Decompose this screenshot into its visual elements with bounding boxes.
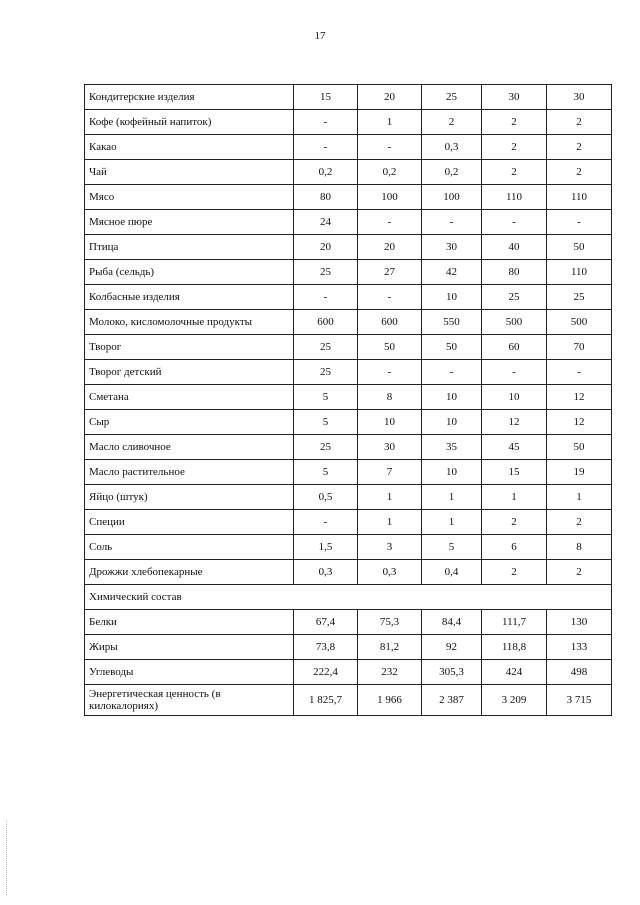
product-row [85, 360, 612, 385]
cell-value: - [422, 210, 482, 235]
cell-value: 0,3 [358, 560, 422, 585]
cell-value: 6 [482, 535, 547, 560]
cell-value: - [358, 285, 422, 310]
cell-value: 20 [358, 235, 422, 260]
cell-value: 1,5 [294, 535, 358, 560]
row-label: Жиры [85, 635, 294, 660]
row-label: Яйцо (штук) [85, 485, 294, 510]
cell-value: 2 387 [422, 685, 482, 716]
cell-value: 133 [547, 635, 612, 660]
cell-value: 30 [422, 235, 482, 260]
cell-value: 0,2 [294, 160, 358, 185]
cell-value: 2 [547, 160, 612, 185]
cell-value: 305,3 [422, 660, 482, 685]
cell-value: 25 [422, 85, 482, 110]
cell-value: 0,2 [422, 160, 482, 185]
cell-value: 70 [547, 335, 612, 360]
cell-value: 50 [547, 235, 612, 260]
cell-value: 2 [482, 160, 547, 185]
product-row [85, 260, 612, 285]
cell-value: 0,3 [294, 560, 358, 585]
row-label: Колбасные изделия [85, 285, 294, 310]
cell-value: - [358, 135, 422, 160]
product-row [85, 235, 612, 260]
row-label: Чай [85, 160, 294, 185]
product-row [85, 485, 612, 510]
row-label: Белки [85, 610, 294, 635]
row-label: Кофе (кофейный напиток) [85, 110, 294, 135]
cell-value: 25 [294, 260, 358, 285]
cell-value: 498 [547, 660, 612, 685]
cell-value: 10 [422, 410, 482, 435]
nutrition-table [84, 84, 612, 716]
row-label: Сметана [85, 385, 294, 410]
cell-value: 25 [482, 285, 547, 310]
cell-value: 12 [547, 410, 612, 435]
cell-value: 1 [422, 485, 482, 510]
cell-value: 550 [422, 310, 482, 335]
cell-value: 1 [482, 485, 547, 510]
product-row [85, 335, 612, 360]
cell-value: 0,4 [422, 560, 482, 585]
section-heading-row [85, 585, 612, 610]
cell-value: 30 [547, 85, 612, 110]
cell-value: 2 [482, 135, 547, 160]
cell-value: 75,3 [358, 610, 422, 635]
cell-value: 424 [482, 660, 547, 685]
product-row [85, 285, 612, 310]
cell-value: 50 [358, 335, 422, 360]
cell-value: 42 [422, 260, 482, 285]
product-row [85, 310, 612, 335]
cell-value: 100 [422, 185, 482, 210]
row-label: Рыба (сельдь) [85, 260, 294, 285]
composition-row [85, 610, 612, 635]
cell-value: 10 [422, 285, 482, 310]
cell-value: 222,4 [294, 660, 358, 685]
cell-value: 10 [422, 385, 482, 410]
cell-value: 3 715 [547, 685, 612, 716]
cell-value: 1 [358, 510, 422, 535]
cell-value: 50 [422, 335, 482, 360]
cell-value: - [294, 135, 358, 160]
cell-value: 500 [482, 310, 547, 335]
row-label: Кондитерские изделия [85, 85, 294, 110]
cell-value: 0,2 [358, 160, 422, 185]
cell-value: 600 [358, 310, 422, 335]
cell-value: 100 [358, 185, 422, 210]
row-label: Птица [85, 235, 294, 260]
cell-value: - [547, 360, 612, 385]
cell-value: 60 [482, 335, 547, 360]
cell-value: 1 [358, 485, 422, 510]
cell-value: 3 [358, 535, 422, 560]
cell-value: 12 [547, 385, 612, 410]
cell-value: 600 [294, 310, 358, 335]
row-label: Масло сливочное [85, 435, 294, 460]
row-label: Мясо [85, 185, 294, 210]
cell-value: 67,4 [294, 610, 358, 635]
cell-value: 27 [358, 260, 422, 285]
cell-value: 8 [358, 385, 422, 410]
row-label: Творог детский [85, 360, 294, 385]
cell-value: - [422, 360, 482, 385]
product-row [85, 210, 612, 235]
cell-value: 2 [482, 560, 547, 585]
cell-value: 50 [547, 435, 612, 460]
cell-value: 0,3 [422, 135, 482, 160]
product-row [85, 460, 612, 485]
cell-value: 80 [294, 185, 358, 210]
product-row [85, 135, 612, 160]
table-body [85, 85, 612, 716]
margin-scan-mark [6, 820, 8, 895]
cell-value: 5 [422, 535, 482, 560]
product-row [85, 435, 612, 460]
product-row [85, 410, 612, 435]
cell-value: 5 [294, 460, 358, 485]
product-row [85, 560, 612, 585]
page-number: 17 [314, 30, 326, 42]
row-label: Специи [85, 510, 294, 535]
cell-value: 1 [422, 510, 482, 535]
cell-value: 20 [358, 85, 422, 110]
row-label: Соль [85, 535, 294, 560]
cell-value: 15 [482, 460, 547, 485]
cell-value: 5 [294, 410, 358, 435]
row-label: Какао [85, 135, 294, 160]
cell-value: 2 [482, 110, 547, 135]
cell-value: 25 [547, 285, 612, 310]
cell-value: 110 [547, 185, 612, 210]
cell-value: 30 [482, 85, 547, 110]
product-row [85, 385, 612, 410]
cell-value: 5 [294, 385, 358, 410]
cell-value: 80 [482, 260, 547, 285]
cell-value: 30 [358, 435, 422, 460]
cell-value: 0,5 [294, 485, 358, 510]
cell-value: - [294, 510, 358, 535]
cell-value: 20 [294, 235, 358, 260]
section-heading: Химический состав [85, 585, 612, 610]
cell-value: 81,2 [358, 635, 422, 660]
cell-value: 25 [294, 335, 358, 360]
cell-value: - [482, 360, 547, 385]
cell-value: 1 [358, 110, 422, 135]
cell-value: - [294, 110, 358, 135]
row-label: Углеводы [85, 660, 294, 685]
composition-row [85, 635, 612, 660]
cell-value: 7 [358, 460, 422, 485]
cell-value: 25 [294, 360, 358, 385]
product-row [85, 110, 612, 135]
cell-value: 92 [422, 635, 482, 660]
cell-value: 19 [547, 460, 612, 485]
cell-value: 12 [482, 410, 547, 435]
cell-value: 118,8 [482, 635, 547, 660]
cell-value: 2 [547, 560, 612, 585]
cell-value: 35 [422, 435, 482, 460]
cell-value: 111,7 [482, 610, 547, 635]
cell-value: 2 [422, 110, 482, 135]
cell-value: - [358, 360, 422, 385]
cell-value: 232 [358, 660, 422, 685]
cell-value: 2 [547, 510, 612, 535]
product-row [85, 160, 612, 185]
product-row [85, 535, 612, 560]
cell-value: - [547, 210, 612, 235]
row-label: Энергетическая ценность (в килокалориях) [85, 685, 294, 716]
cell-value: 2 [547, 110, 612, 135]
cell-value: - [482, 210, 547, 235]
cell-value: 110 [482, 185, 547, 210]
cell-value: 15 [294, 85, 358, 110]
cell-value: - [294, 285, 358, 310]
composition-row [85, 660, 612, 685]
row-label: Дрожжи хлебопекарные [85, 560, 294, 585]
cell-value: 25 [294, 435, 358, 460]
cell-value: 8 [547, 535, 612, 560]
cell-value: 1 825,7 [294, 685, 358, 716]
cell-value: 45 [482, 435, 547, 460]
cell-value: 40 [482, 235, 547, 260]
cell-value: 10 [358, 410, 422, 435]
row-label: Мясное пюре [85, 210, 294, 235]
cell-value: 24 [294, 210, 358, 235]
cell-value: 84,4 [422, 610, 482, 635]
row-label: Масло растительное [85, 460, 294, 485]
product-row [85, 185, 612, 210]
cell-value: - [358, 210, 422, 235]
cell-value: 500 [547, 310, 612, 335]
product-row [85, 510, 612, 535]
cell-value: 73,8 [294, 635, 358, 660]
cell-value: 110 [547, 260, 612, 285]
cell-value: 130 [547, 610, 612, 635]
cell-value: 2 [547, 135, 612, 160]
cell-value: 10 [482, 385, 547, 410]
product-row [85, 85, 612, 110]
cell-value: 1 [547, 485, 612, 510]
row-label: Сыр [85, 410, 294, 435]
cell-value: 10 [422, 460, 482, 485]
row-label: Творог [85, 335, 294, 360]
cell-value: 1 966 [358, 685, 422, 716]
cell-value: 3 209 [482, 685, 547, 716]
energy-row [85, 685, 612, 716]
cell-value: 2 [482, 510, 547, 535]
row-label: Молоко, кисломолочные продукты [85, 310, 294, 335]
